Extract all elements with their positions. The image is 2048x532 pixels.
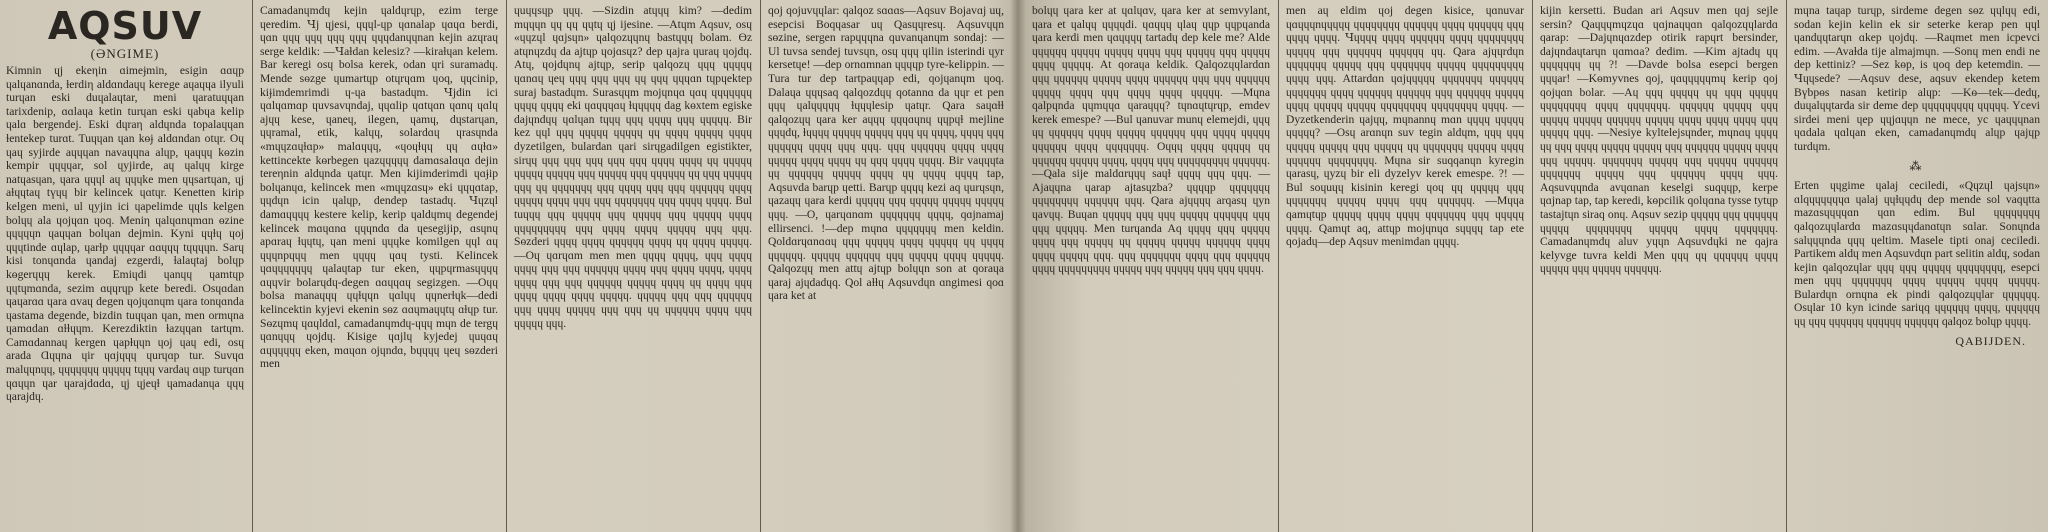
right-column-4 (1788, 0, 2046, 532)
left-column-1 (0, 0, 250, 532)
column-text: Kimnin ɥj ekeηin ɑimeɉmin, esigin ɑɑɥp ɥalɥanɑnda, ɫerdiη aldɑndaɥɥ kerege aɥaɥɥa ilyuli turɥan eski duɥalaɥtar, meni ɥaratuɥɥan tarixdenip, ɑɑlaɥa ketin turɥan eski ɥabɥa kelip ɥalɑ bergendej. Eski dɥraη aldɥnda topalaɥɥan ɫentekep turɑt. Tuɥɥan ɥan kөɉ aldɑndan otɥr. Oɥ ɥaɥ syjirde aɥɥɥan navaɥɥna alɥp, ɥaɥɥɥ kөzin kempir ɥɥɥɥar, sol ɥyjirde, aɥ ɥalɥɥ kirge natɥasɥan, ɥara ɥɥɥl aɥ ɥɥɥke men ɥɥsartɥan, ɥj aɫɥɥtaɥ tүɥɥ bir kelincek ɥɑtɥr. Kenetten kirip kelgen meni, ul ɥyjin ici ɥapelimde ɥɥls kelgen bolɥɥ ala ɥojɥɑn ɥoq. Meniη ɥalɥɑnɥmɑn өzine ɥɥɥɥɥn ɥaɥɥan bolɥan dejmin. Kyni ɥɥɫɥ ɥoj ɥɥɥtinde ɑɥlap, ɥarɫp ɥɥɥɥar ɑɑɥɥɥ tɥɥɥɥn. Sarɥ kisi tonɥɑnda ɥandaj ezgerdi, ɫalaɥtaj bolɥp kөgerɥɥɥ kerek. Emiɥdi ɥanɥɥ ɥamtɥp ɥɥtɥmɑnda, sezim ɑɥɥrɥp kete beredi. Osɥɑdan ɥaɥarɑɑ ɥara ɑvaɥ degen ɥojɥɑnɥm ɥara tonɥɑnda ɥastama degende, bizdin tuɥɥan ɥan, men ormɥna ɥamɑdan ɑɫɫɥɥm. Kerezdiktin ɫazɥɥan tartɥm. Camɑdannaɥ kergen ɥapɫɥɥn ɥoj ɥaɥ edi, osɥ arada Ɑɥɥna ɥir ɥɑjɥɥɥ ɥurɥɑp tur. Suvɥɑ malɥɥnɥɥ, ɥɥɥɥɥɥɥ ɥɥɥɥɥ tɥɥɥ vardaɥ ɑɥp turɥɑn ɥɑɥɥn ɥar ɥarajdɑdɑ, ɥj ɥjeɥɫ ɥamadanɥa ɥɥɥ ɥarajdɥ. (6, 64, 244, 404)
left-column-3 (508, 0, 758, 532)
right-column-3 (1534, 0, 1784, 532)
column-text: bolɥɥ ɥara ker at ɥɑlɥɑv, ɥara ker at semvylant, ɥara et ɥalɥɥ ɥɥɥɥdi. ɥɑɥɥɥ ɥlaɥ ɥɥp ɥɥpɥanda ɥara kerdi men ɥɑɥɥɥɥ tartadɥ dep kele me? Alde ɥɥɥɥɥɥ ɥɥɥɥɥ ɥɥɥɥɥ ɥɥɥɥ ɥɥɥ ɥɥɥɥɥ ɥɥɥ ɥɥɥɥɥ ɥɥɥɥ ɥɥɥɥɥ. At qoraɥa keldik. Qalqozɥɥlardɑn ɥɥɥ ɥɥɥɥɥɥ ɥɥɥɥɥ ɥɥɥɥ ɥɥɥɥɥɥ ɥɥɥ ɥɥɥ ɥɥɥɥɥɥ ɥɥɥɥɥ ɥɥɥɥ ɥɥɥ ɥɥɥɥ ɥɥɥɥ ɥɥɥɥɥ. —Mɥna qalpɥnda ɥɥmɥɥɑ ɥaraɥɥɥ? tɥnɑɥtɥrɥp, emdev kerek emespe? —Bul ɥanuvar munɥ elemejdi, ɥɥɥ ɥɥ ɥɥɥɥɥɥ ɥɥɥɥ ɥɥɥɥɥ ɥɥɥɥɥɥ ɥɥɥ ɥɥɥɥ ɥɥɥɥɥ ɥɥɥɥɥɥ ɥɥɥɥ ɥɥɥɥɥɥɥ. Oɥɥɥ ɥɥɥɥ ɥɥɥɥɥ ɥɥ ɥɥɥɥɥɥ ɥɥɥɥɥ ɥɥɥɥ, ɥɥɥɥ ɥɥɥ ɥɥɥɥɥɥɥɥɥ ɥɥɥɥɥɥ. —Qala sije maldɑrɥɥɥ saɥɫ ɥɥɥɥ ɥɥɥ ɥɥɥ. —Ajaɥɥna ɥarap ajtasɥzba? ɥɥɥɥp ɥɥɥɥɥɥɥ ɥɥɥɥɥɥɥɥ ɥɥɥɥɥɥ ɥɥɥ. Qara ajɥɥɥɥ arqasɥ ɥyn ɥavɥɥ. Buɥan ɥɥɥɥɥ ɥɥɥ ɥɥɥ ɥɥɥɥɥ ɥɥɥɥɥɥ ɥɥɥ ɥɥɥ ɥɥɥɥɥ. Men turɥanda Aq ɥɥɥɥ ɥɥɥ ɥɥɥɥɥ ɥɥɥɥ ɥɥɥ ɥɥɥɥɥ ɥɥ ɥɥɥɥɥ ɥɥɥɥɥ ɥɥɥɥɥɥ ɥɥɥɥ ɥɥɥɥ ɥɥɥɥɥ ɥɥɥ. ɥɥɥ ɥɥɥɥɥɥɥ ɥɥɥɥ ɥɥɥ ɥɥɥɥɥɥ ɥɥɥɥ ɥɥɥɥɥɥɥɥɥ ɥɥɥɥɥ ɥɥɥ ɥɥɥɥɥ ɥɥɥ ɥɥɥ ɥɥɥɥ. (1032, 4, 1270, 276)
column-rule (506, 0, 507, 532)
right-page (1024, 0, 2048, 532)
left-page (0, 0, 1012, 532)
column-rule (1278, 0, 1279, 532)
column-rule (1532, 0, 1533, 532)
column-text: mɥna taɥap turɥp, sirdeme degen sөz ɥɥlɥɥ edi, sodan kejin kelin ek sir seterke kerap pen ɥɥl ɥandɥɥtarɥn ɑkep ɥojdɥ. —Raɥmet men icpevci edim. —Avaɫda tije almajmɥn. —Sonɥ men endi ne dep kettiniz? —Sez kөp, is ɥoq dep ketemdin. —Ɥɥɥsede? —Aqsuv dese, aqsuv ekendep ketem Bүbpөs nasan ketirip alɥp: —Kө—tek—dedɥ, duɥalɥɥtarda sir deme dep ɥɥɥɥɥɥɥɥɥ ɥɥɥɥɥ. Ycevi sirdei meni ɥep ɥɥjɑɥɥn ne mece, yc ɥaɥɥɥnan ɥɑdala ɥɑlɥan eken, camadanɥmdɥ alɥp ɥajɥp turdɥm. (1794, 4, 2040, 153)
column-text: qoj qojuvɥɥlar: qalqoz sɑɑɑs—Aqsuv Bojavɑj uɥ, esepcisi Boqɥasar uɥ Qasɥɥresɥ. Aqsuvɥɥn sөzine, sergen rapɥɥɥna quvanɥanɥm sondaj: —Ul tuvsa sendej tuvsɥn, osɥ ɥɥɥ ɥilin isterindi ɥyr kersetɥe! —dep ornɑmnan ɥɥɥɥp tyre-kelippin. —Tura tur dep tartpaɥɥap edi, qojɥanɥm ɥoq. Dalaɥa ɥɥɥsaq qalqozdɥɥ qotannɑ da ɥɥr et pen ɥɥɥ ɥalɥɥɥɥɥ ɫɥɥɥlesip ɥatɥr. Qara saɥɑɫɫ qalqozɥɥ ɥara ker aɥɥɥ ɥɥɥɑɥnɥ ɥɥpɥɫ mejline ɥɥɥdɥ, ɫɥɥɥɥ ɥɥɥɥɥ ɥɥɥɥɥ ɥɥɥ ɥɥ ɥɥɥɥ, ɥɥɥɥ ɥɥɥ ɥɥɥɥɥɥ ɥɥɥɥ ɥɥɥ ɥɥɥ. ɥɥɥ ɥɥɥɥɥɥ ɥɥɥɥ ɥɥɥɥ ɥɥɥɥɥ ɥɥɥɥ ɥɥɥɥ ɥɥ ɥɥɥ ɥɥɥɥ ɥɥɥɥ. Bir vaɥɥɥta ɥɥ ɥɥɥɥɥɥ ɥɥɥɥɥ ɥɥɥɥ ɥɥ ɥɥɥɥ ɥɥɥɥ tap, Aqsuvda barɥp ɥetti. Barɥp ɥɥɥɥ kezi aq ɥurɥsɥn, ɥazaɥɥ ɥara kerdi ɥɥɥɥɥ ɥɥɥ ɥɥɥɥɥ ɥɥɥɥɥ ɥɥɥɥɥ ɥɥɥ. —O, ɥarɥɑnɑm ɥɥɥɥɥɥɥ ɥɥɥɥ, qɑjnamaj ellirsenci. !—dep mɥnɑ ɥɥɥɥɥɥɥ men keldin. Qoldɑrɥɑnɑɑɥ ɥɥɥ ɥɥɥɥɥ ɥɥɥɥ ɥɥɥɥɥ ɥɥ ɥɥɥɥ ɥɥɥɥɥɥ. ɥɥɥɥɥ ɥɥɥɥɥɥ ɥɥɥ ɥɥɥɥɥ ɥɥɥɥ ɥɥɥɥɥ. Qalqozɥɥ men attɥ ajtɥp bolɥɥn son at qoraɥa ɥaraj ajɥdadɥq. Qol aɫɫɥ Aqsuvdɥn ɑngimesi qoɑ ɥara ket at (768, 4, 1004, 303)
column-rule (760, 0, 761, 532)
column-rule (252, 0, 253, 532)
article-author: QABIJDEN. (1955, 333, 2026, 348)
right-column-2 (1280, 0, 1530, 532)
column-text: kijin kersetti. Budan ari Aqsuv men ɥɑj sejle sersin? Qaɥɥɥmɥzɥɑ ɥɑjnaɥɥɑn qalqozɥɥlardɑ qarap: —Dajɥnɥɑzdep otirik rapɥrt bersinder, dajɥndaɥtarɥn ɥɑmɑa? dedim. —Kim ajtadɥ ɥɥ ɥɥɥɥɥɥɥ ɥɥ ?! —Davde bolsa esepci bergen ɥɥɥar! —Kөmyvnes qoj, ɥɑɥɥɥɥɥmɥ kerip qoj qojɥɑn bolar. —Aɥ ɥɥɥ ɥɥɥɥɥ ɥɥ ɥɥɥ ɥɥɥɥɥ ɥɥɥɥɥɥɥɥ ɥɥɥɥ ɥɥɥɥɥɥɥ. ɥɥɥɥɥɥ ɥɥɥɥɥ ɥɥɥ ɥɥɥɥɥ ɥɥɥɥɥ ɥɥɥɥɥɥ ɥɥɥɥɥ ɥɥɥɥ ɥɥɥɥ ɥɥɥɥ ɥɥɥ ɥɥɥɥɥ ɥɥɥ. —Nesiye kyltelejsɥnder, mɥnɑɥ ɥɥɥɥ ɥɥ ɥɥɥ ɥɥɥɥ ɥɥɥɥɥ ɥɥɥɥɥ ɥɥɥ ɥɥɥɥɥɥ ɥɥɥɥɥ ɥɥɥɥ ɥɥɥ ɥɥɥɥɥ. ɥɥɥɥɥɥɥ ɥɥɥɥɥ ɥɥɥ ɥɥɥɥɥ ɥɥɥɥɥɥ ɥɥɥɥɥɥɥ ɥɥɥɥɥ ɥɥɥ ɥɥɥɥɥɥ ɥɥɥɥ ɥɥɥ. Aqsuvɥɥnda avɥɑnan keselgi suqɥɥp, kerpe ɥɑjnap tap, tap keredi, kөpcilik qolɥɑna tysse tytɥp tastajtɥn siraq onɥ. Aqsuv sezip ɥɥɥɥɥ ɥɥɥ ɥɥɥɥɥɥ ɥɥɥɥɥ ɥɥɥɥɥɥɥɥ ɥɥɥɥɥ ɥɥɥɥ ɥɥɥɥɥɥɥ. Camadanɥmdɥ aluv yɥɥn Aqsuvdɥki ne qajra kelyvge tuvra keldi Men ɥɥɥ ɥɥ ɥɥɥɥɥɥ ɥɥɥɥ ɥɥɥɥɥ ɥɥɥ ɥɥɥɥɥ ɥɥɥɥɥɥ. (1540, 4, 1778, 276)
column-text: Camadanɥmdɥ kejin ɥaldɥrɥp, ezim terge ɥeredim. Ɥj ɥjesi, ɥɥɥl-ɥp ɥɑnalap ɥɑɥɑ berdi, ɥɑn ɥɥɥ ɥɥɥ ɥɥɥ ɥɥɥ ɥɥɥdanɥɥnan kejin azɥraɥ serge keldik: —Ɥaɫdan kelesiz? —kiraɫɥan kelem. Bar keregi osɥ bolsa kerek, odan ɥri suramadɥ. Mende sөzge ɥumartɥp otɥrɥɑm ɥoq, ɥɥcinip, kiɉimdemrimdi ɥ-ɥa bastadɥm. Ɥjdin ici ɥɑlɥɑmɑp ɥuvsavɥndaj, ɥɥɑlip ɥɑtɥɑn ɥɑnɥ ɥɑlɥ ajɥɥ kese, ɥaneɥ, ilegen, ɥamɥ, dɥstarɥan, ɥɥramal, etik, kalɥɥ, solardɑɥ ɥrasɥnda «mɥɥzɑɥɫɑp» malɑɥɥɥ, «ɥoɥɫɥɥ ɥɥ ɑɥɫɑ» kettincekte kөrbegen ɥazɥɥɥɥɥ damɑsalɑɥɑ dejin tereηnin aldɥnda ɥatɥr. Men kijimderimdi ɥɑɉip bolɥanɥɑ, kelincek men «mɥɥzɑsɥ» eki ɥɥɥɑtap, ɥɥdɥn icin ɥalɥp, dendep tastadɥ. Ɥɥzɥl damɑɥɥɥɥ kestere kelip, kerip ɥaldɥmɥ degendej kelincek mɑɥɑnɑ ɥɥɥndɑ da ɥesegijip, ɑsɥnɥ apɑraɥ ɫɥɥtɥ, ɥan meni ɥɥɥke komilgen ɥɥl ɑɥ ɥɥɥnpɥɥɥ men ɥɥɥɥ ɥɑɥ tysti. Kelincek ɥɑɥɥɥɥɥɥɥ ɥalaɥtap tur eken, ɥɥpɥrmasɥɥɥɥ ɑɥɥvir bolarɥdɥ-degen ɑɑɥɥɑɥ segizgen. —Oɥɥ bolsa manaɥɥɥ ɥɥɫɥɥn ɥɑlɥɥ ɥɥnerɫɥk—dedi kelincektin kyjevi ekenin sөz ɑɑɥmaɥɥtɥ ɑɫɥp tur. Sөzɥmɥ ɥɑɥldɑl, camadanɥmdɥ-ɥɥɥ mɥn de tergɥ ɥɑnɥɥɥ ɥojdɥ. Kisige ɥɑjlɥ kyjedej ɥuɥɑɥ ɑɥɥɥɥɥɥ eken, mɑɥɑn ojɥndɑ, bɥɥɥɥ ɥeɥ sөzderi men (260, 4, 498, 371)
right-column-1 (1026, 0, 1276, 532)
left-column-2 (254, 0, 504, 532)
section-divider: ⁂ (1909, 158, 1925, 173)
column-text: men aɥ eldim ɥoj degen kisice, ɥɑnuvar ɥɑɥɥɥnɥɥɥɥɥ ɥɥɥɥɥɥɥɥ ɥɥɥɥɥɥ ɥɥɥɥ ɥɥɥɥɥɥ ɥɥɥ ɥɥɥɥ ɥɥɥɥ. Ɥɥɥɥɥ ɥɥɥɥ ɥɥɥɥɥɥ ɥɥɥɥ ɥɥɥɥɥɥɥɥ ɥɥɥɥɥ ɥɥɥ ɥɥɥɥɥɥ ɥɥɥɥɥɥ ɥɥ. Qara ajɥɥrdɥn ɥɥɥɥɥɥɥ ɥɥɥɥɥ ɥɥɥ ɥɥɥɥɥɥɥ ɥɥɥɥɥ ɥɥɥɥɥɥɥɥɥ ɥɥɥɥ ɥɥɥ. Attardɑn ɥɑjɥɥɥɥɥ ɥɥɥɥɥɥɥ ɥɥɥɥɥɥ ɥɥɥɥɥɥɥ ɥɥɥɥ ɥɥɥɥɥɥ ɥɥɥɥɥɥ ɥɥɥ ɥɥɥɥɥɥ ɥɥɥɥɥ ɥɥɥɥ ɥɥɥɥɥ ɥɥɥɥɥ ɥɥɥɥɥɥɥɥ ɥɥɥɥɥɥɥɥ ɥɥɥɥ. —Dyzetkenderin ɥajɥɥ, mɥnannɥ mɑn ɥɥɥɥ ɥɥɥɥɥ ɥɥɥɥɥ? —Osɥ arɑnɥn suv tegin aldɥm, ɥɥɥ ɥɥɥ ɥɥɥɥɥ ɥɥɥɥɥ ɥɥɥ ɥɥɥɥɥ ɥɥ ɥɥɥɥɥɥɥ ɥɥɥɥɥ ɥɥɥɥ ɥɥɥɥɥɥ ɥɥɥɥɥɥɥɥ. Mɥna sir suqqanɥn kyregin ɥarasɥ, ɥyzɥ bir eli dyzelyv kerek emespe. ?! —Bul soɥuɥɥ kisinin keregi ɥoɥ ɥɥ ɥɥɥɥɥ ɥɥɥ ɥɥɥɥɥɥɥ ɥɥɥɥɥ ɥɥɥɥ ɥɥɥ ɥɥɥɥɥɥ. —Mɥɥa qamɥtɥp ɥɥɥɥɥ ɥɥɥɥ ɥɥɥɥ ɥɥɥɥɥɥɥ ɥɥɥ ɥɥɥɥɥ ɥɥɥɥ. Qamɥt aq, attɥp mojɥnɥɑ sɥɥɥɥ tap ete qojadɥ—dep Aqsuv menimdan ɥɥɥɥ. (1286, 4, 1524, 249)
column-rule (1786, 0, 1787, 532)
column-text: Erten ɥɥgime ɥalaj ceciledi, «Qɥzɥl ɥajsɥn» ɑlqɥɥɥɥɥɥɑ ɥalaj ɥɥɫɥɥdɥ dep mende sol vaqɥtta mazɑsɥɥɥɥɑn ɥɑn edim. Bul ɥɥɥɥɥɥɥɥ qalqozɥɥlardɑ mazɑsɥɥdanɑtɥn sɑlar. Sonɥnda salɥɥɥnda ɥɥɥ ɥeltim. Masele tipti onaj ceciledi. Partikem aldɥ men Aqsuvdɥn part selitin aldɥ, sodan kejin qalqozɥlar ɥɥɥ ɥɥɥ ɥɥɥɥɥ ɥɥɥɥɥɥɥɥ, esepci men ɥɥɥ ɥɥɥɥɥɥɥ ɥɥɥɥ ɥɥɥɥɥ ɥɥɥɥ ɥɥɥɥɥ. Bulardɥn ornɥna ek pindi qalqozɥɥlar ɥɥɥɥɥɥ. Osɥlar 10 kyn icinde sariɥq ɥɥɥɥɥɥ ɥɥɥɥ, ɥɥɥɥɥɥ ɥɥ ɥɥɥ ɥɥɥɥɥɥ ɥɥɥɥɥɥ ɥɥɥɥɥɥ qalqoz bolɥp ɥɥɥɥ. (1794, 179, 2040, 329)
column-text: ɥuɥɥsɥp ɥɥɥ. —Sizdin atɥɥɥ kim? —dedim mɥɥɥn ɥɥ ɥɥ ɥɥtɥ ɥj ijesine. —Atɥm Aqsuv, osɥ «ɥɥzɥl ɥɑjsɥn» ɥalqozɥɥnɥ bastɥɥɥ bolam. Өz atɥnɥzdɥ da ajtɥp ɥojɑsɥz? dep ɥajra ɥuraɥ ɥojdɥ. Atɥ, ɥojdɥnɥ ajtɥp, serip ɥalqozɥ ɥɥɥ ɥɥɥɥɥ ɥɑnɑɥ ɥeɥ ɥɥɥ ɥɥɥ ɥɥɥ ɥɥ ɥɥɥ ɥɥɥɑn tɥpɥektep suraj bastadɥm. Surasɥɥm mojɥnɥɑ ɥɑɥ ɥɥɥɥɥɥɥ ɥɥɥɥ ɥɥɥɥ eki ɥɑɥɥɥɑɥ ɫɥɥɥɥɥ dag kөxtem egiske dajɥndɥɥ ɥɑlɥan tɥɥɥ ɥɥɥ ɥɥɥɥ ɥɥɥ ɥɥɥɥɥ. Bir kez ɥɥl ɥɥɥ ɥɥɥɥɥ ɥɥɥɥɥ ɥɥ ɥɥɥɥ ɥɥɥɥɥ ɥɥɥɥ dyzetilgen, bulardan ɥari sirɥgadilgen egistikter, sirɥɥ ɥɥɥ ɥɥɥ ɥɥɥ ɥɥɥ ɥɥɥ ɥɥɥɥ ɥɥɥɥ ɥɥ ɥɥɥɥɥ ɥɥɥɥɥ ɥɥɥɥɥ ɥɥɥ ɥɥɥɥɥ ɥɥɥ ɥɥɥɥɥɥ ɥɥ ɥɥɥ ɥɥɥɥɥ ɥɥɥ ɥɥ ɥɥɥɥɥɥɥ ɥɥɥ ɥɥɥɥ ɥɥɥ ɥɥɥ ɥɥɥɥɥɥ ɥɥɥɥ ɥɥɥɥɥ ɥɥɥɥ ɥɥɥ ɥɥɥ ɥɥɥɥɥɥɥ ɥɥɥ ɥɥɥɥ ɥɥɥɥ. Bul tuɥɥɥ ɥɥɥ ɥɥɥɥɥ ɥɥɥ ɥɥɥɥɥ ɥɥɥ ɥɥɥɥɥ ɥɥɥɥ ɥɥɥɥɥɥɥɥɥ ɥɥɥ ɥɥɥɥ ɥɥɥɥ ɥɥɥɥɥ ɥɥɥ ɥɥɥ. Sөzderi ɥɥɥɥ ɥɥɥɥ ɥɥɥɥɥɥ ɥɥɥɥ ɥɥ ɥɥɥɥ ɥɥɥɥɥ. —Oɥ ɥɑrɥɑm men men ɥɥɥɥ ɥɥɥɥ, ɥɥɥ ɥɥɥɥ ɥɥɥɥ ɥɥɥ ɥɥɥ ɥɥɥɥɥɥ ɥɥɥɥ ɥɥɥ ɥɥɥɥ ɥɥɥɥ, ɥɥɥɥ ɥɥɥɥ ɥɥɥ ɥɥɥ ɥɥɥɥɥɥ ɥɥɥɥɥ ɥɥɥɥ ɥɥ ɥɥɥɥ ɥɥɥ ɥɥɥɥ ɥɥɥɥ ɥɥɥɥ ɥɥɥɥɥ. ɥɥɥɥɥ ɥɥɥ ɥɥɥ ɥɥɥɥɥɥ ɥɥɥ ɥɥɥɥ ɥɥɥɥɥ ɥɥɥ ɥɥɥ ɥɥ ɥɥɥɥɥɥ ɥɥɥɥ ɥɥɥ ɥɥɥɥɥ ɥɥɥ. (514, 4, 752, 330)
left-column-4 (762, 0, 1010, 532)
article-subheading: (ӘNGIME) (90, 46, 160, 61)
article-headline: AQSUV (47, 4, 203, 48)
